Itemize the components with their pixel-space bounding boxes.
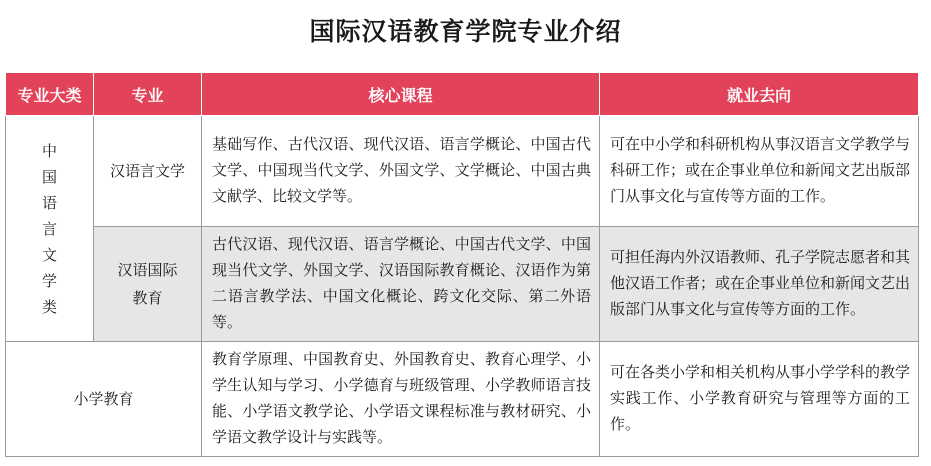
major-cell [94,227,202,342]
header-major: 专业 [94,73,202,116]
table-row [6,116,919,227]
majors-table [5,72,919,457]
career-cell: 可担任海内外汉语教师、孔子学院志愿者和其他汉语工作者；或在企事业单位和新闻文艺出版部门从事文化与宣传等方面的工作。 [600,227,919,342]
courses-cell: 古代汉语、现代汉语、语言学概论、中国古代文学、中国现当代文学、外国文学、汉语国际教育概论、汉语作为第二语言教学法、中国文化概论、跨文化交际、第二外语等。 [202,227,600,342]
header-core-courses: 核心课程 [202,73,600,116]
career-cell: 可在中小学和科研机构从事汉语言文学教学与科研工作；或在企事业单位和新闻文艺出版部门从事文化与宣传等方面的工作。 [600,116,919,227]
table-row [6,342,919,457]
table-row [6,227,919,342]
header-career: 就业去向 [600,73,919,116]
category-label: 中国语言文学类 [41,141,57,316]
category-cell [6,116,94,342]
courses-cell: 基础写作、古代汉语、现代汉语、语言学概论、中国古代文学、中国现当代文学、外国文学、文学概论、中国古典文献学、比较文学等。 [202,116,600,227]
courses-cell: 教育学原理、中国教育史、外国教育史、教育心理学、小学生认知与学习、小学德育与班级管理、小学教师语言技能、小学语文教学论、小学语文课程标准与教材研究、小学语文教学设计与实践等。 [202,342,600,457]
major-label: 汉语国际教育 [117,261,178,307]
major-cell: 小学教育 [6,342,202,457]
page-title: 国际汉语教育学院专业介绍 [309,17,622,46]
major-cell: 汉语言文学 [94,116,202,227]
career-cell: 可在各类小学和相关机构从事小学学科的教学实践工作、小学教育研究与管理等方面的工作。 [600,342,919,457]
header-category: 专业大类 [6,73,94,116]
table-header-row [6,73,919,116]
